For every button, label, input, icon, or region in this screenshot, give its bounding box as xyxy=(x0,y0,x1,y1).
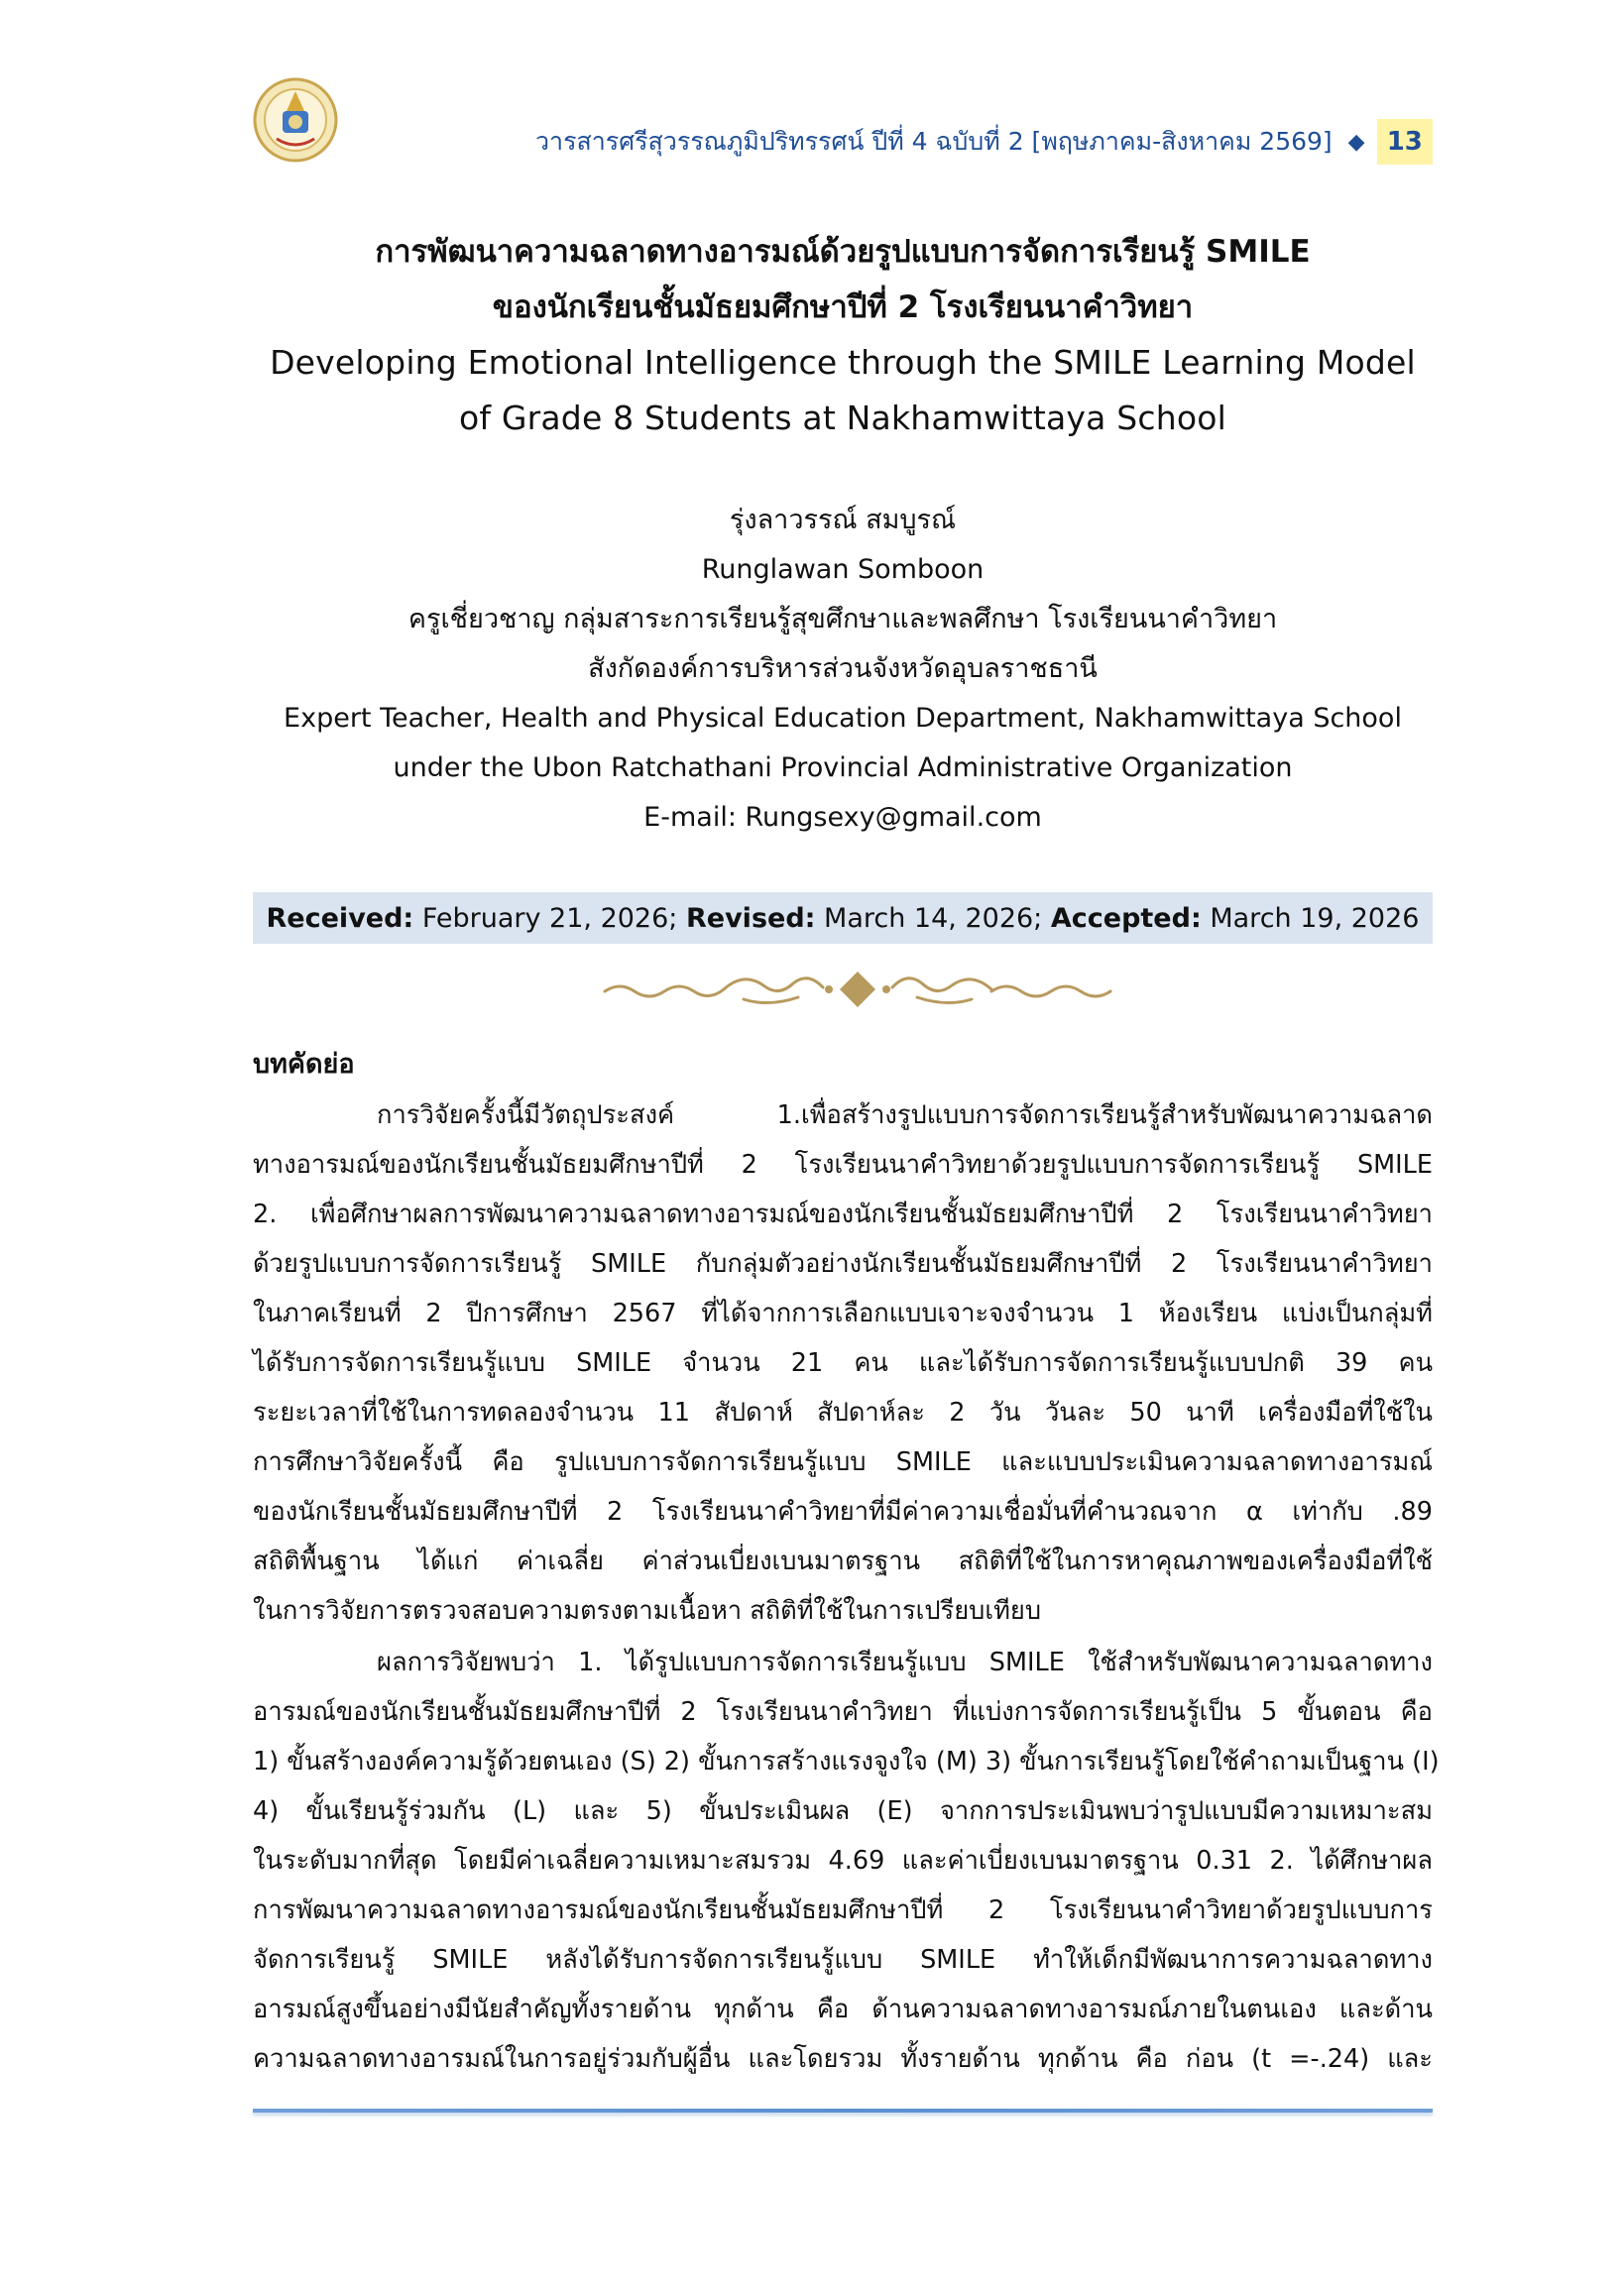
text-line: จัดการเรียนรู้ SMILE หลังได้รับการจัดการเรียนรู้แบบ SMILE ทำให้เด็กมีพัฒนาการความฉลาดทาง xyxy=(253,1945,1433,1975)
text-line: การพัฒนาความฉลาดทางอารมณ์ของนักเรียนชั้นมัธยมศึกษาปีที่ 2 โรงเรียนนาคำวิทยาด้วยรูปแบบการ xyxy=(253,1895,1433,1925)
diamond-icon: ◆ xyxy=(1347,129,1365,155)
author-name-thai: รุ่งลาวรรณ์ สมบูรณ์ xyxy=(729,505,957,535)
text-line: การวิจัยครั้งนี้มีวัตถุประสงค์ 1.เพื่อสร้างรูปแบบการจัดการเรียนรู้สำหรับพัฒนาความฉลาด xyxy=(377,1100,1433,1130)
article-title xyxy=(253,224,1433,446)
title-thai-line-2: ของนักเรียนชั้นมัธยมศึกษาปีที่ 2 โรงเรียนนาคำวิทยา xyxy=(492,289,1194,325)
text-line: ทางอารมณ์ของนักเรียนชั้นมัธยมศึกษาปีที่ 2 โรงเรียนนาคำวิทยาด้วยรูปแบบการจัดการเรียนรู้ SMILE xyxy=(253,1150,1433,1180)
author-info xyxy=(253,496,1433,843)
text-line: สถิติพื้นฐาน ได้แก่ ค่าเฉลี่ย ค่าส่วนเบี่ยงเบนมาตรฐาน สถิติที่ใช้ในการหาคุณภาพของเครื่องมือที่ใช้ xyxy=(253,1547,1433,1576)
ornament-divider-icon xyxy=(595,964,1120,1015)
affiliation-thai-1: ครูเชี่ยวชาญ กลุ่มสาระการเรียนรู้สุขศึกษาและพลศึกษา โรงเรียนนาคำวิทยา xyxy=(407,604,1278,634)
affiliation-english-2: under the Ubon Ratchathani Provincial Administrative Organization xyxy=(393,752,1293,783)
journal-logo xyxy=(253,77,338,163)
text-line: 2. เพื่อศึกษาผลการพัฒนาความฉลาดทางอารมณ์ของนักเรียนชั้นมัธยมศึกษาปีที่ 2 โรงเรียนนาคำวิทยา xyxy=(253,1200,1433,1229)
received-label: Received: xyxy=(266,902,414,934)
accepted-date: March 19, 2026 xyxy=(1210,902,1420,934)
submission-dates xyxy=(253,892,1433,944)
footer-rule xyxy=(253,2109,1433,2113)
text-line: ความฉลาดทางอารมณ์ในการอยู่ร่วมกับผู้อื่น และโดยรวม ทั้งรายด้าน ทุกด้าน คือ ก่อน (t =-.24) และ xyxy=(253,2044,1433,2074)
abstract-paragraph-1 xyxy=(253,1090,1433,1636)
revised-date: March 14, 2026; xyxy=(824,902,1043,934)
text-line: ในการวิจัยการตรวจสอบความตรงตามเนื้อหา สถิติที่ใช้ในการเปรียบเทียบ xyxy=(253,1596,1042,1626)
text-line: การศึกษาวิจัยครั้งนี้ คือ รูปแบบการจัดการเรียนรู้แบบ SMILE และแบบประเมินความฉลาดทางอารมณ์ xyxy=(253,1447,1433,1477)
received-date: February 21, 2026; xyxy=(421,902,678,934)
text-line: ระยะเวลาที่ใช้ในการทดลองจำนวน 11 สัปดาห์ สัปดาห์ละ 2 วัน วันละ 50 นาที เครื่องมือที่ใช้ใน xyxy=(253,1398,1433,1428)
text-line: ของนักเรียนชั้นมัธยมศึกษาปีที่ 2 โรงเรียนนาคำวิทยาที่มีค่าความเชื่อมั่นที่คำนวณจาก α เท่ากับ .89 xyxy=(253,1497,1433,1527)
abstract-section xyxy=(253,1039,1440,2084)
affiliation-thai-2: สังกัดองค์การบริหารส่วนจังหวัดอุบลราชธานี xyxy=(588,653,1098,684)
text-line: ในระดับมากที่สุด โดยมีค่าเฉลี่ยความเหมาะสมรวม 4.69 และค่าเบี่ยงเบนมาตรฐาน 0.31 2. ได้ศึกษาผล xyxy=(253,1846,1433,1876)
text-line: 4) ขั้นเรียนรู้ร่วมกัน (L) และ 5) ขั้นประเมินผล (E) จากการประเมินพบว่ารูปแบบมีความเหมาะสม xyxy=(253,1796,1433,1826)
text-line: 1) ขั้นสร้างองค์ความรู้ด้วยตนเอง (S) 2) ขั้นการสร้างแรงจูงใจ (M) 3) ขั้นการเรียนรู้โดยใช้คำถามเป็นฐาน (I) xyxy=(253,1747,1440,1777)
text-line: ด้วยรูปแบบการจัดการเรียนรู้ SMILE กับกลุ่มตัวอย่างนักเรียนชั้นมัธยมศึกษาปีที่ 2 โรงเรียนนาคำวิทยา xyxy=(253,1249,1433,1279)
running-header xyxy=(535,117,1433,167)
title-english-line-1: Developing Emotional Intelligence through the SMILE Learning Model xyxy=(270,343,1416,382)
abstract-paragraph-2 xyxy=(253,1638,1440,2084)
text-line: ผลการวิจัยพบว่า 1. ได้รูปแบบการจัดการเรียนรู้แบบ SMILE ใช้สำหรับพัฒนาความฉลาดทาง xyxy=(377,1648,1433,1677)
author-name-english: Runglawan Somboon xyxy=(701,554,985,585)
text-line: ในภาคเรียนที่ 2 ปีการศึกษา 2567 ที่ได้จากการเลือกแบบเจาะจงจำนวน 1 ห้องเรียน แบ่งเป็นกลุ่มที่ xyxy=(253,1299,1433,1328)
title-thai-line-1: การพัฒนาความฉลาดทางอารมณ์ด้วยรูปแบบการจัดการเรียนรู้ SMILE xyxy=(375,234,1311,270)
text-line: อารมณ์ของนักเรียนชั้นมัธยมศึกษาปีที่ 2 โรงเรียนนาคำวิทยา ที่แบ่งการจัดการเรียนรู้เป็น 5 ขั้นตอน คือ xyxy=(253,1697,1433,1727)
revised-label: Revised: xyxy=(685,902,816,934)
page-number: 13 xyxy=(1377,119,1433,165)
title-english-line-2: of Grade 8 Students at Nakhamwittaya School xyxy=(458,399,1227,437)
affiliation-english-1: Expert Teacher, Health and Physical Education Department, Nakhamwittaya School xyxy=(284,703,1402,734)
text-line: อารมณ์สูงขึ้นอย่างมีนัยสำคัญทั้งรายด้าน ทุกด้าน คือ ด้านความฉลาดทางอารมณ์ภายในตนเอง และด้าน xyxy=(253,1995,1433,2024)
text-line: ได้รับการจัดการเรียนรู้แบบ SMILE จำนวน 21 คน และได้รับการจัดการเรียนรู้แบบปกติ 39 คน xyxy=(253,1348,1433,1378)
author-email: E-mail: Rungsexy@gmail.com xyxy=(643,802,1042,833)
abstract-heading: บทคัดย่อ xyxy=(253,1049,355,1080)
journal-citation: วารสารศรีสุวรรณภูมิปริทรรศน์ ปีที่ 4 ฉบับที่ 2 [พฤษภาคม-สิงหาคม 2569] xyxy=(535,127,1333,156)
accepted-label: Accepted: xyxy=(1050,902,1202,934)
